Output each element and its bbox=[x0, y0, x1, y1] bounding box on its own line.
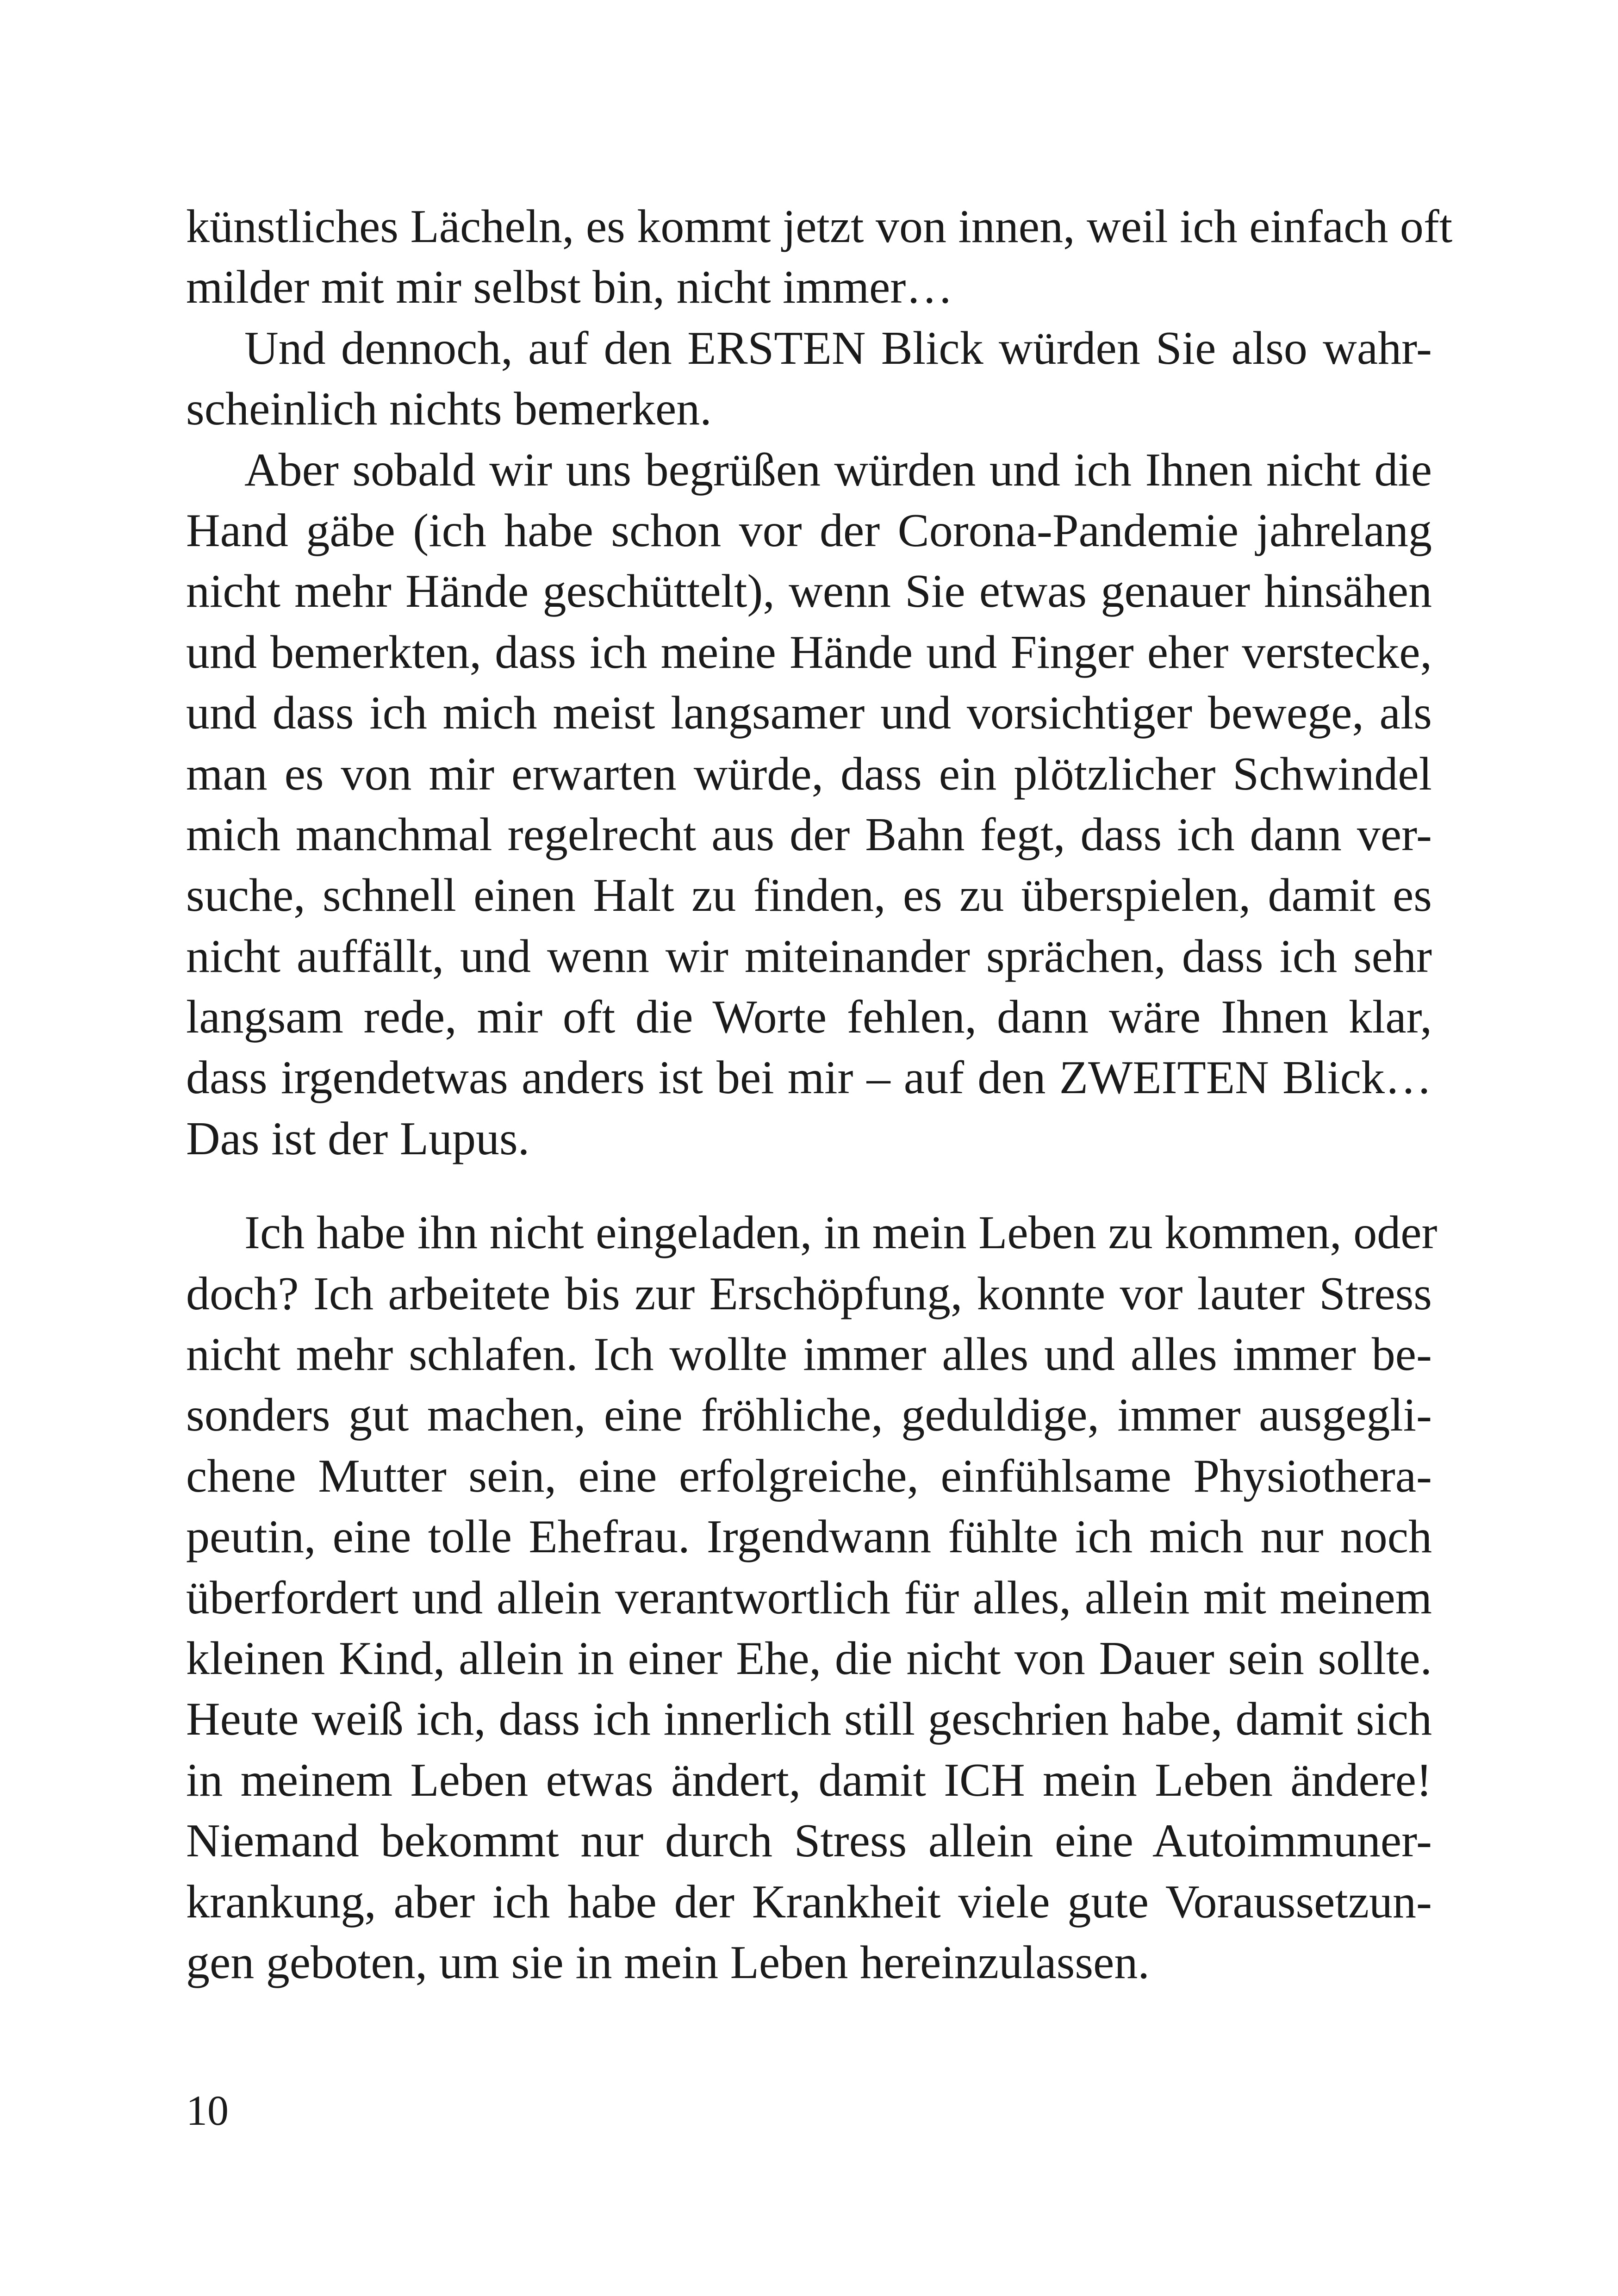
text-line: nicht mehr schlafen. Ich wollte immer alles und alles immer be- bbox=[186, 1328, 1432, 1381]
text-line: in meinem Leben etwas ändert, damit ICH mein Leben ändere! bbox=[186, 1754, 1432, 1806]
text-line: Das ist der Lupus. bbox=[186, 1112, 530, 1165]
paragraph-1 bbox=[186, 196, 1453, 318]
text-line: doch? Ich arbeitete bis zur Erschöpfung, konnte vor lauter Stress bbox=[186, 1267, 1432, 1320]
text-line: künstliches Lächeln, es kommt jetzt von innen, weil ich einfach oft bbox=[186, 200, 1453, 253]
text-line: sonders gut machen, eine fröhliche, geduldige, immer ausgegli- bbox=[186, 1389, 1432, 1442]
text-line: chene Mutter sein, eine erfolgreiche, einfühlsame Physiothera- bbox=[186, 1450, 1432, 1502]
text-line: nicht mehr Hände geschüttelt), wenn Sie etwas genauer hinsähen bbox=[186, 565, 1432, 618]
text-line: scheinlich nichts bemerken. bbox=[186, 383, 712, 436]
text-line: Heute weiß ich, dass ich innerlich still geschrien habe, damit sich bbox=[186, 1693, 1432, 1746]
text-line: Niemand bekommt nur durch Stress allein eine Autoimmuner- bbox=[186, 1815, 1432, 1867]
page-number: 10 bbox=[186, 2087, 229, 2134]
text-line: mich manchmal regelrecht aus der Bahn fegt, dass ich dann ver- bbox=[186, 808, 1432, 861]
paragraph-3 bbox=[186, 440, 1432, 1170]
text-line: Hand gäbe (ich habe schon vor der Corona-Pandemie jahrelang bbox=[186, 504, 1432, 557]
text-line: Ich habe ihn nicht eingeladen, in mein Leben zu kommen, oder bbox=[244, 1207, 1438, 1259]
text-line: peutin, eine tolle Ehefrau. Irgendwann fühlte ich mich nur noch bbox=[186, 1511, 1432, 1563]
body-text bbox=[186, 196, 1453, 1993]
text-line: gen geboten, um sie in mein Leben hereinzulassen. bbox=[186, 1936, 1150, 1989]
text-line: kleinen Kind, allein in einer Ehe, die nicht von Dauer sein sollte. bbox=[186, 1632, 1432, 1685]
text-line: und bemerkten, dass ich meine Hände und Finger eher verstecke, bbox=[186, 626, 1432, 678]
text-line: milder mit mir selbst bin, nicht immer… bbox=[186, 261, 953, 314]
paragraph-4 bbox=[186, 1202, 1438, 1993]
text-line: langsam rede, mir oft die Worte fehlen, dann wäre Ihnen klar, bbox=[186, 991, 1432, 1044]
text-line: Und dennoch, auf den ERSTEN Blick würden Sie also wahr- bbox=[244, 322, 1432, 374]
text-line: krankung, aber ich habe der Krankheit viele gute Voraussetzun- bbox=[186, 1875, 1432, 1928]
text-line: dass irgendetwas anders ist bei mir – auf den ZWEITEN Blick… bbox=[186, 1052, 1432, 1104]
text-line: suche, schnell einen Halt zu finden, es zu überspielen, damit es bbox=[186, 869, 1432, 922]
text-line: man es von mir erwarten würde, dass ein plötzlicher Schwindel bbox=[186, 747, 1432, 800]
text-line: Aber sobald wir uns begrüßen würden und ich Ihnen nicht die bbox=[244, 443, 1432, 496]
paragraph-2 bbox=[186, 318, 1432, 440]
text-line: und dass ich mich meist langsamer und vorsichtiger bewege, als bbox=[186, 687, 1432, 740]
text-line: nicht auffällt, und wenn wir miteinander sprächen, dass ich sehr bbox=[186, 930, 1432, 983]
text-line: überfordert und allein verantwortlich für alles, allein mit meinem bbox=[186, 1571, 1432, 1624]
